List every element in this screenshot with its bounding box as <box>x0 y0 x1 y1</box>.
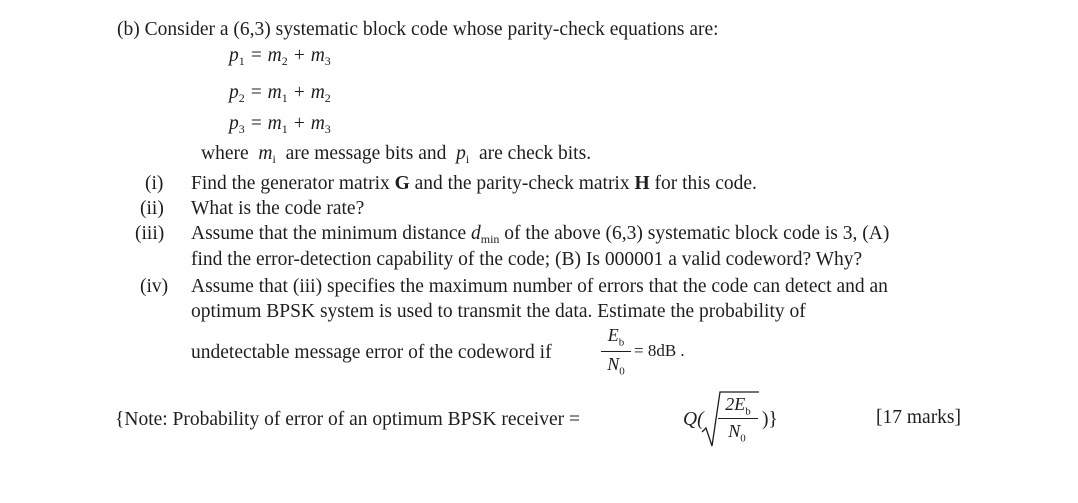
sqrt-fraction-bar <box>718 418 758 419</box>
where-line: where $m_i$ are message bits and $p_i$ are check bits. <box>201 143 592 166</box>
note-close: )} <box>762 409 778 430</box>
equation-p1: $p_1 = m_2 + m_3$ <box>229 45 331 68</box>
note-q: Q( <box>683 409 704 430</box>
sqrt-denominator: $N_0$ <box>728 421 746 445</box>
item-i-text: Find the generator matrix G and the parity-check matrix H for this code. <box>191 173 757 194</box>
question-heading: (b) Consider a (6,3) systematic block code whose parity-check equations are: <box>117 19 719 40</box>
marks-label: [17 marks] <box>876 407 962 428</box>
fraction-eb: $E_b$ <box>607 325 625 349</box>
equation-p3: $p_3 = m_1 + m_3$ <box>229 113 331 136</box>
item-iv-rhs: = 8dB . <box>634 341 685 360</box>
item-label-i: (i) <box>145 173 164 194</box>
fraction-n0: $N_0$ <box>607 354 625 378</box>
item-label-ii: (ii) <box>140 198 164 219</box>
item-label-iii: (iii) <box>135 223 165 244</box>
item-iv-line3: undetectable message error of the codeword if <box>191 342 552 363</box>
item-label-iv: (iv) <box>140 276 169 297</box>
equation-p2: $p_2 = m_1 + m_2$ <box>229 82 331 105</box>
sqrt-numerator: $2E_b$ <box>725 394 751 418</box>
item-iii-line2: find the error-detection capability of the code; (B) Is 000001 a valid codeword? Why? <box>191 249 863 270</box>
item-iv-line1: Assume that (iii) specifies the maximum number of errors that the code can detect and an <box>191 276 888 297</box>
item-iv-line2: optimum BPSK system is used to transmit the data. Estimate the probability of <box>191 301 806 322</box>
item-ii-text: What is the code rate? <box>191 198 365 219</box>
note-text: {Note: Probability of error of an optimum BPSK receiver = <box>115 409 580 430</box>
fraction-bar <box>601 351 631 352</box>
item-iii-line1: Assume that the minimum distance $d_{min}$ of the above (6,3) systematic block code is 3, (A) <box>191 223 890 246</box>
